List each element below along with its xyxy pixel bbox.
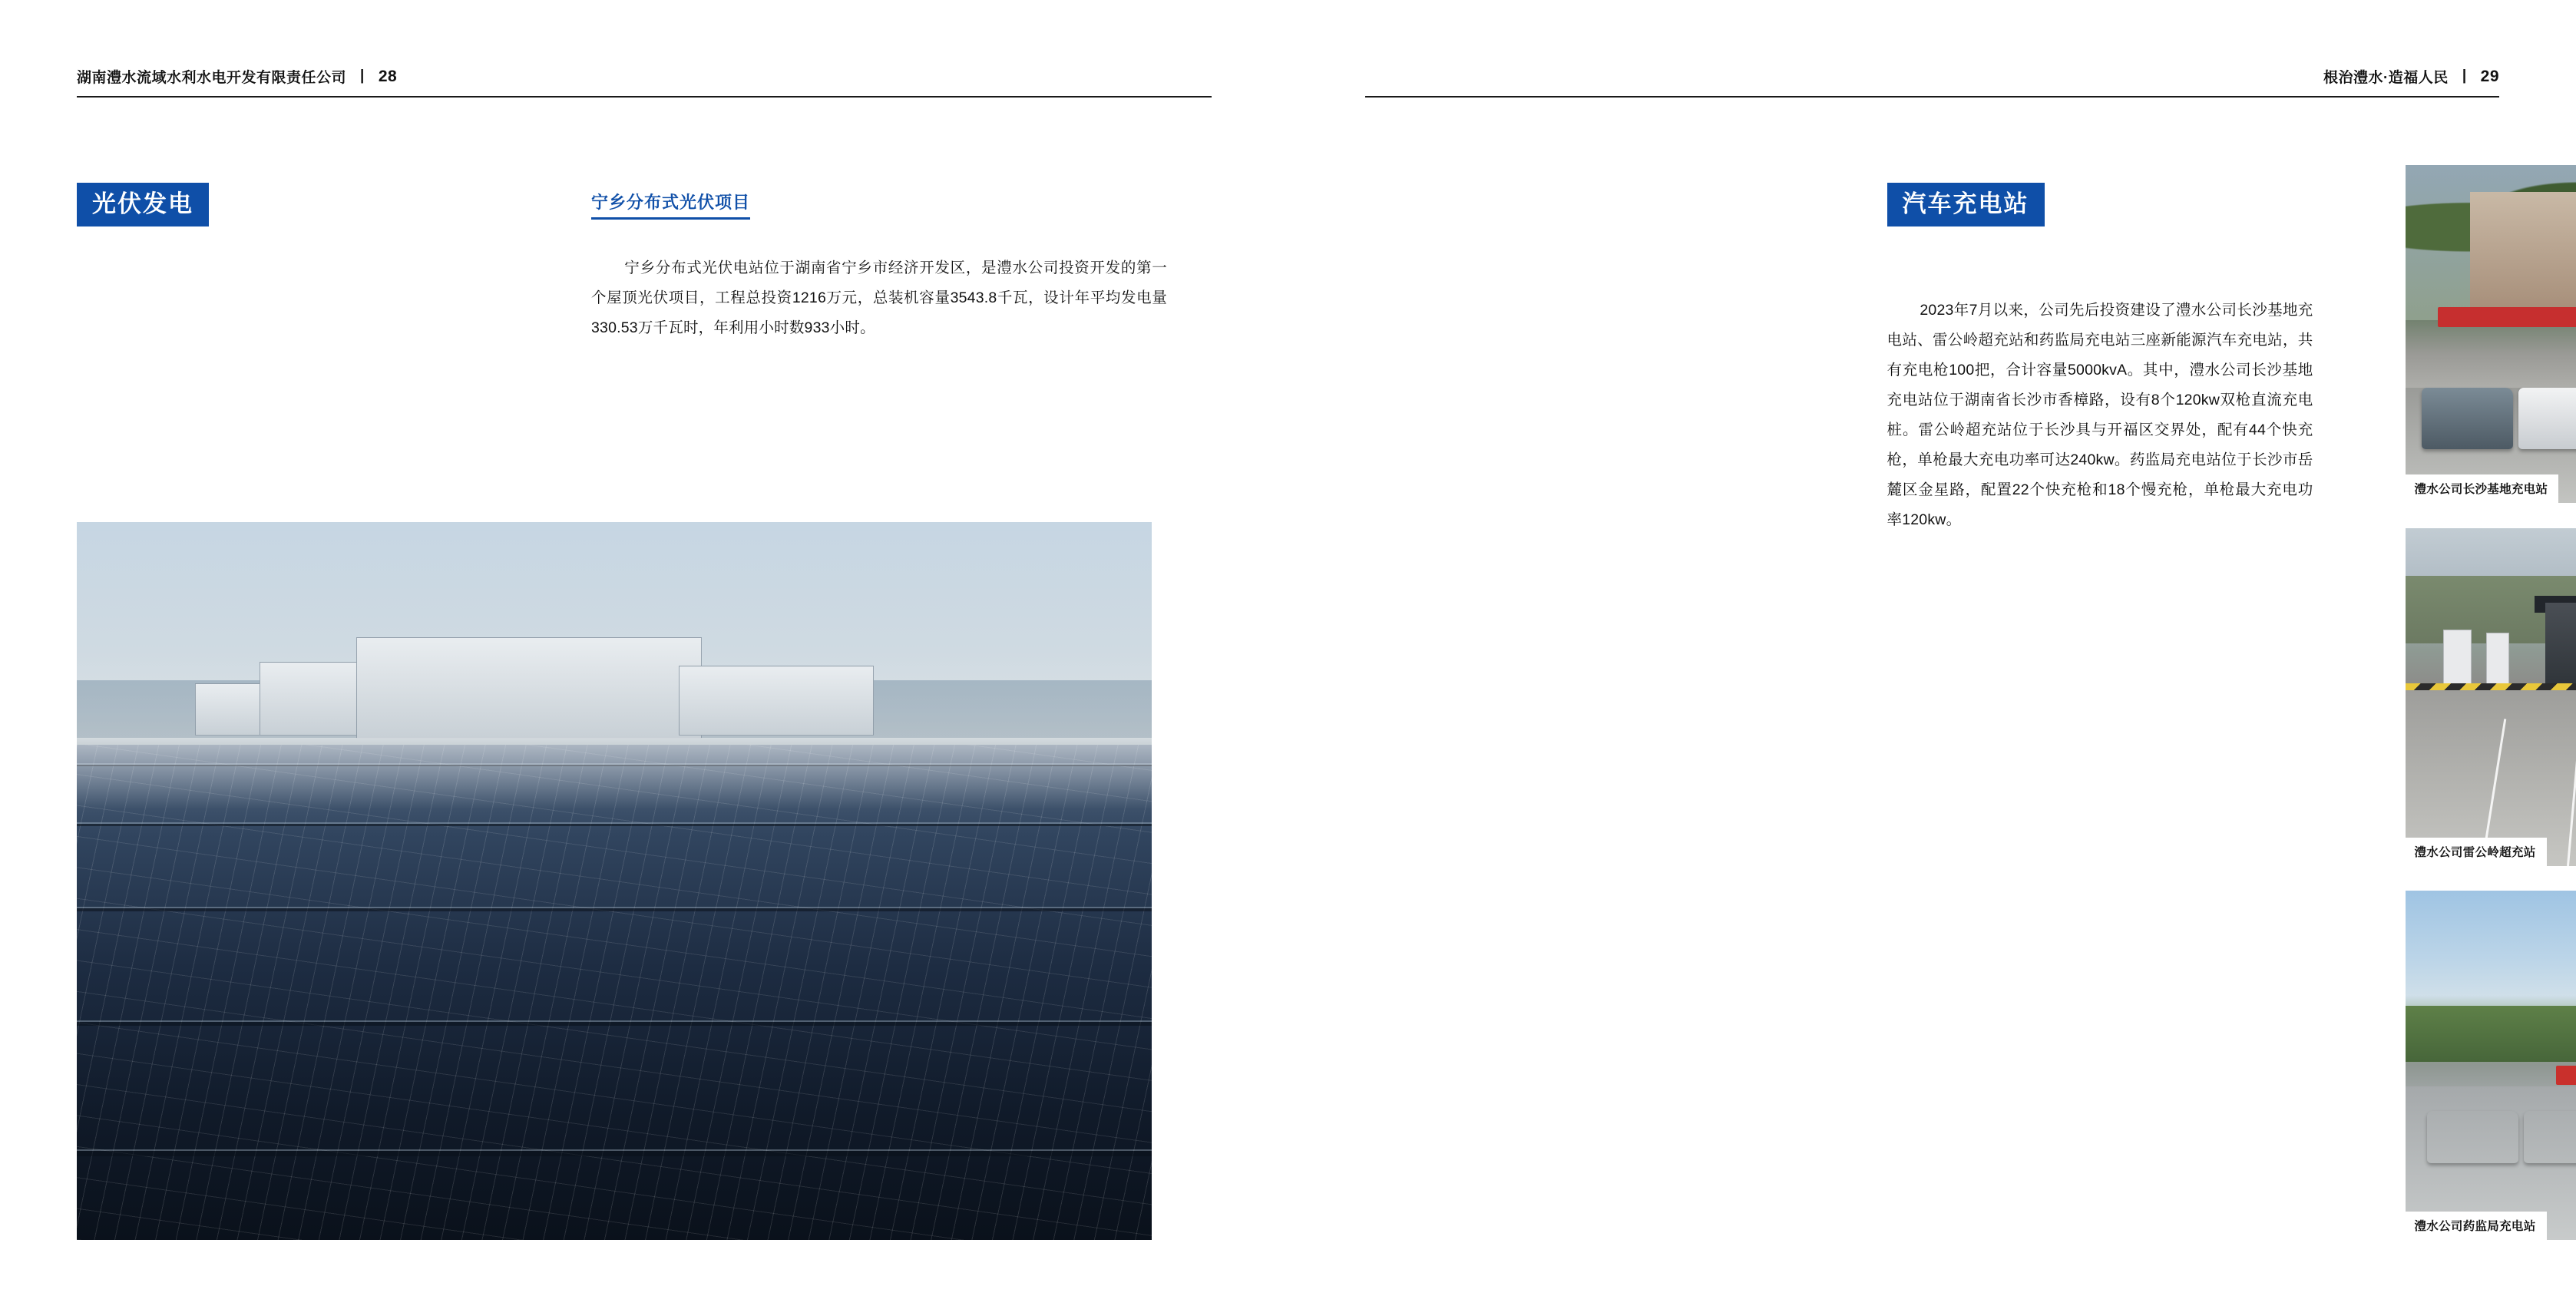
left-running-head-separator: | [360,67,365,84]
left-running-head [77,66,397,87]
right-running-head-separator: | [2462,67,2467,84]
cs3-car [2524,1111,2576,1163]
cs1-red-banner [2438,307,2576,327]
cs3-car [2427,1111,2518,1163]
left-header-rule [77,96,1212,98]
solar-photo-art [77,522,1152,1240]
solar-row-seam [77,908,1152,911]
right-header-rule [1365,96,2500,98]
section-title-photovoltaic: 光伏发电 [77,183,209,226]
solar-row-seam [77,1022,1152,1026]
right-running-head [2323,66,2499,87]
right-body-paragraph-text: 2023年7月以来，公司先后投资建设了澧水公司长沙基地充电站、雷公岭超充站和药监局充电站三座新能源汽车充电站，共有充电枪100把，合计容量5000kvA。其中，澧水公司长沙基地充电站位于湖南省长沙市香樟路，设有8个120kw双枪直流充电桩。雷公岭超充站位于长沙具与开福区交界处，配有44个快充枪，单枪最大充电功率可达240kw。药监局充电站位于长沙市岳麓区金星路，配置22个快充枪和18个慢充枪，单枪最大充电功率120kw。 [1887,302,2313,528]
left-body-paragraph-text: 宁乡分布式光伏电站位于湖南省宁乡市经济开发区，是澧水公司投资开发的第一个屋顶光伏项目，工程总投资1216万元，总装机容量3543.8千瓦，设计年平均发电量330.53万千瓦时，年利用小时数933小时。 [591,260,1167,336]
subsection-title-ningxiang-pv: 宁乡分布式光伏项目 [591,193,750,220]
section-title-charging-station: 汽车充电站 [1887,183,2045,226]
drug-administration-charging-station-photo [2406,891,2576,1240]
cs3-red-banner [2556,1066,2576,1085]
right-body-paragraph [1887,296,2313,535]
charging-photo-3-caption: 澧水公司药监局充电站 [2406,1212,2547,1240]
solar-row-seam [77,1151,1152,1156]
cs2-canopy [2545,603,2576,690]
changsha-base-charging-station-photo [2406,165,2576,503]
solar-row-seam [77,765,1152,766]
charging-photo-2-art [2406,528,2576,866]
cs2-charging-pile [2486,633,2509,688]
right-page-number: 29 [2480,67,2499,85]
right-running-head-text: 根治澧水·造福人民 [2323,70,2449,86]
charging-photo-1-art [2406,165,2576,503]
cs3-greenery [2406,1006,2576,1062]
leigongling-super-charging-station-photo [2406,528,2576,866]
solar-building-right [679,666,874,736]
charging-photo-3-art [2406,891,2576,1240]
solar-row-seam [77,824,1152,826]
solar-building-main [356,637,702,739]
right-page [1288,0,2576,1306]
cs1-car [2422,388,2513,448]
solar-panel-array [77,745,1152,1240]
cs1-building-left [2470,192,2576,307]
left-body-paragraph [591,253,1167,343]
cs1-car [2518,388,2576,448]
charging-photo-1-caption: 澧水公司长沙基地充电站 [2406,474,2559,503]
cs2-charging-pile [2443,630,2472,692]
charging-photo-2-caption: 澧水公司雷公岭超充站 [2406,838,2547,866]
solar-panel-rooftop-photo [77,522,1152,1240]
left-page-number: 28 [378,67,398,85]
left-running-head-text: 湖南澧水流域水利水电开发有限责任公司 [77,70,347,86]
